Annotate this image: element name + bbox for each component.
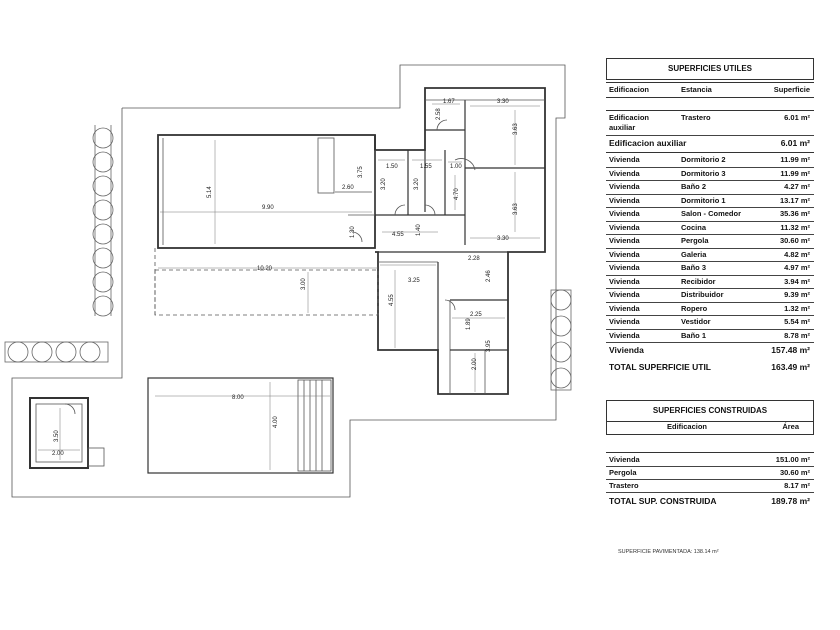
pergola-outline	[155, 270, 378, 315]
dim-label: 1.00	[450, 164, 462, 170]
dim-label: 2.28	[468, 256, 480, 262]
dim-label: 3.20	[381, 178, 387, 190]
row-edificacion: Pergola	[609, 468, 637, 477]
col-superficie: Superficie	[773, 85, 810, 94]
dim-label: 1.67	[443, 99, 455, 105]
dim-label: 2.25	[470, 312, 482, 318]
tree-row-left	[93, 125, 113, 316]
row-estancia: Salon - Comedor	[681, 209, 742, 218]
row-estancia: Baño 2	[681, 182, 707, 191]
row-edificacion: Edificacion auxiliar	[609, 113, 650, 132]
row-superficie: 11.99 m²	[780, 155, 810, 164]
table-row	[606, 329, 814, 344]
aux-subtotal-value: 6.01 m²	[780, 138, 810, 148]
table-row	[606, 261, 814, 276]
row-edificacion: Vivienda	[609, 222, 640, 232]
tree-row-right	[551, 290, 571, 390]
superficies-construidas-table	[606, 400, 814, 515]
superficie-pavimentada-note: SUPERFICIE PAVIMENTADA: 138.14 m²	[618, 549, 719, 555]
dim-label: 4.00	[273, 416, 279, 428]
table-row	[606, 194, 814, 209]
row-estancia: Recibidor	[681, 276, 716, 286]
table-header-row	[606, 420, 814, 435]
dim-label: 2.00	[472, 358, 478, 370]
row-estancia: Distribuidor	[681, 290, 724, 299]
swimming-pool	[148, 378, 333, 473]
table-row	[606, 153, 814, 168]
dim-label: 4.55	[389, 294, 395, 306]
row-estancia: Vestidor	[681, 317, 711, 326]
dim-label: 3.95	[486, 340, 492, 352]
row-estancia: Pergola	[681, 236, 709, 245]
vivienda-subtotal-label: Vivienda	[609, 345, 644, 355]
dim-label: 1.55	[420, 164, 432, 170]
col-edificacion: Edificacion	[667, 422, 708, 431]
col-estancia: Estancia	[681, 85, 712, 94]
tree-row-bottom-left	[5, 342, 108, 362]
table-row	[606, 110, 814, 136]
total-util-label: TOTAL SUPERFICIE UTIL	[609, 362, 712, 372]
table-row	[606, 479, 814, 493]
col-edificacion: Edificacion	[609, 85, 650, 94]
row-superficie: 4.82 m²	[784, 249, 810, 259]
dim-label: 3.25	[408, 278, 420, 284]
table-row	[606, 466, 814, 480]
row-edificacion: Trastero	[609, 481, 639, 490]
row-superficie: 9.39 m²	[784, 290, 810, 299]
kitchen-counter	[318, 138, 334, 193]
row-edificacion: Vivienda	[609, 168, 640, 178]
row-edificacion: Vivienda	[609, 317, 640, 326]
dim-label: 2.60	[342, 185, 354, 191]
dim-label: 8.00	[232, 395, 244, 401]
row-estancia: Dormitorio 1	[681, 195, 726, 205]
row-estancia: Ropero	[681, 303, 708, 313]
table-header-row	[606, 82, 814, 98]
row-superficie: 4.27 m²	[784, 182, 810, 191]
table-row	[606, 315, 814, 330]
row-edificacion: Vivienda	[609, 330, 640, 340]
dim-label: 3.75	[358, 166, 364, 178]
col-area: Área	[782, 422, 799, 431]
dim-label: 2.46	[486, 270, 492, 282]
row-estancia: Baño 3	[681, 263, 707, 272]
row-estancia: Dormitorio 3	[681, 168, 726, 178]
dim-label: 1.50	[386, 164, 398, 170]
row-superficie: 1.32 m²	[784, 303, 810, 313]
row-estancia: Galeria	[681, 249, 707, 259]
table-title: SUPERFICIES CONSTRUIDAS	[606, 400, 814, 422]
table-row	[606, 453, 814, 467]
row-area: 151.00 m²	[775, 455, 810, 464]
row-edificacion: Vivienda	[609, 263, 640, 272]
table-row	[606, 221, 814, 236]
table-title: SUPERFICIES UTILES	[606, 58, 814, 80]
row-superficie: 35.36 m²	[779, 209, 810, 218]
row-edificacion: Vivienda	[609, 276, 640, 286]
row-estancia: Cocina	[681, 222, 707, 232]
dim-label: 5.14	[207, 186, 213, 198]
vivienda-rows	[606, 152, 814, 340]
dim-label: 3.30	[497, 236, 509, 242]
row-superficie: 11.99 m²	[780, 168, 810, 178]
dim-label: 1.40	[416, 224, 422, 236]
row-edificacion: Vivienda	[609, 182, 640, 191]
table-row	[606, 234, 814, 249]
row-edificacion: Vivienda	[609, 209, 640, 218]
dim-label: 3.20	[414, 178, 420, 190]
dim-label: 3.00	[301, 278, 307, 290]
dim-label: 3.63	[513, 123, 519, 135]
row-estancia: Baño 1	[681, 330, 707, 340]
total-util-value: 163.49 m²	[771, 362, 810, 372]
vivienda-subtotal-value: 157.48 m²	[771, 345, 810, 355]
dim-label: 10.20	[257, 266, 273, 272]
dim-label: 3.30	[497, 99, 509, 105]
dim-label: 4.70	[454, 188, 460, 200]
dim-label: 3.63	[513, 203, 519, 215]
row-superficie: 3.94 m²	[784, 276, 810, 286]
dim-label: 4.55	[392, 232, 404, 238]
table-row	[606, 207, 814, 222]
dim-label: 1.30	[350, 226, 356, 238]
row-superficie: 30.60 m²	[779, 236, 810, 245]
table-row	[606, 288, 814, 303]
row-area: 8.17 m²	[784, 481, 810, 490]
row-estancia: Trastero	[681, 113, 711, 122]
row-superficie: 8.78 m²	[784, 330, 810, 340]
table-row	[606, 302, 814, 317]
table-row	[606, 167, 814, 182]
row-estancia: Dormitorio 2	[681, 155, 726, 164]
row-edificacion: Vivienda	[609, 249, 640, 259]
dim-label: 1.89	[466, 318, 472, 330]
construidas-rows	[606, 452, 814, 490]
table-row	[606, 180, 814, 195]
table-row	[606, 275, 814, 290]
row-superficie: 11.32 m²	[780, 222, 810, 232]
row-edificacion: Vivienda	[609, 236, 640, 245]
row-edificacion: Vivienda	[609, 455, 640, 464]
row-edificacion: Vivienda	[609, 195, 640, 205]
superficies-utiles-table	[606, 58, 814, 378]
row-superficie: 6.01 m²	[784, 113, 810, 122]
total-construida-label: TOTAL SUP. CONSTRUIDA	[609, 496, 717, 506]
bedroom-wing-walls	[375, 88, 545, 394]
row-superficie: 4.97 m²	[784, 263, 810, 272]
living-room-walls	[158, 135, 375, 248]
table-row	[606, 248, 814, 263]
row-superficie: 5.54 m²	[784, 317, 810, 326]
row-edificacion: Vivienda	[609, 155, 640, 164]
row-superficie: 13.17 m²	[779, 195, 810, 205]
row-edificacion: Vivienda	[609, 303, 640, 313]
total-construida-value: 189.78 m²	[771, 496, 810, 506]
row-area: 30.60 m²	[779, 468, 810, 477]
row-edificacion: Vivienda	[609, 290, 640, 299]
dim-label: 2.58	[436, 108, 442, 120]
dim-label: 9.90	[262, 205, 274, 211]
aux-subtotal-label: Edificacion auxiliar	[609, 138, 687, 148]
dim-label: 2.00	[52, 451, 64, 457]
dim-label: 3.50	[54, 430, 60, 442]
